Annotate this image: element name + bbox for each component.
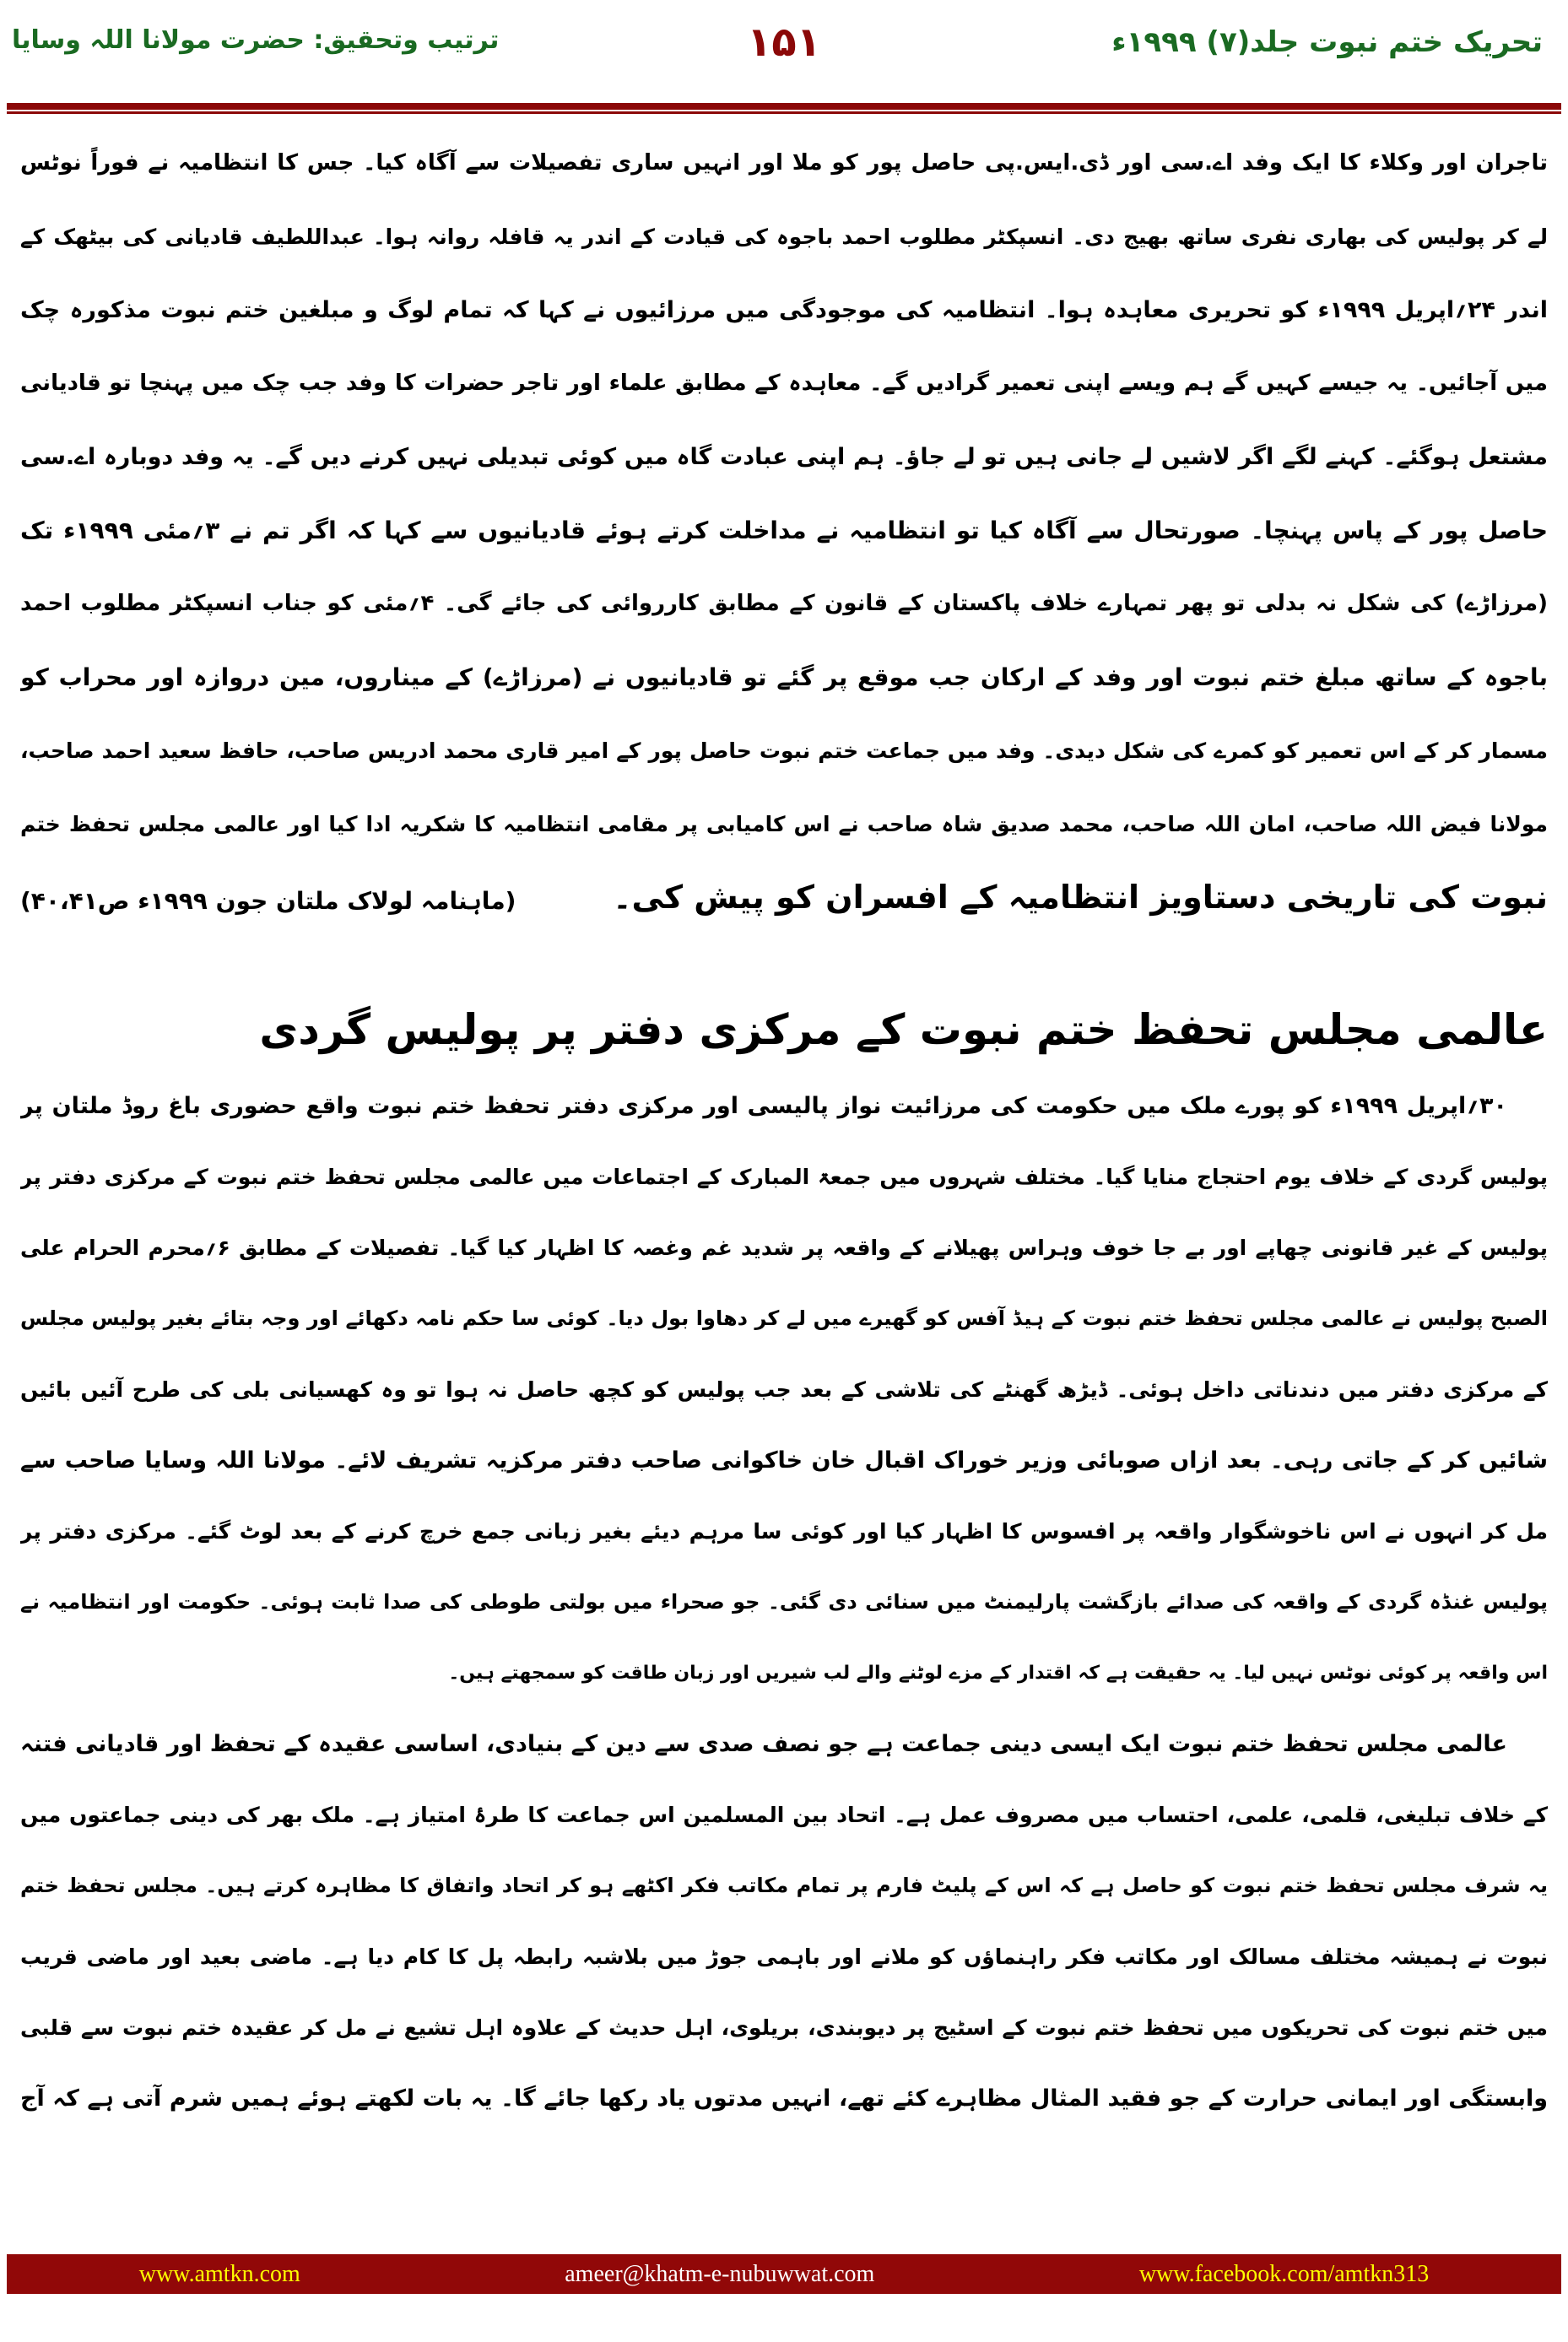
text-line: حاصل پور کے پاس پہنچا۔ صورتحال سے آگاہ کیا تو انتظامیہ نے مداخلت کرتے ہوئے قادیانیوں سے کہا کہ اگر تم نے ۳؍مئی ۱۹۹۹ء تک xyxy=(20,517,1548,544)
header-rule-thick xyxy=(7,103,1561,110)
text-line: پولیس کے غیر قانونی چھاپے اور بے جا خوف وہراس پھیلانے کے واقعہ پر شدید غم وغصہ کا اظہار کیا گیا۔ تفصیلات کے مطابق ۶؍محرم الحرام علی xyxy=(20,1236,1548,1260)
text-line: پولیس غنڈہ گردی کے واقعہ کی صدائے بازگشت پارلیمنٹ میں سنائی دی گئی۔ جو صحراء میں بولتی طوطی کی صدا ثابت ہوئی۔ حکومت اور انتظامیہ نے xyxy=(20,1590,1548,1614)
text-line: اس واقعہ پر کوئی نوٹس نہیں لیا۔ یہ حقیقت ہے کہ اقتدار کے مزے لوٹنے والے لب شیریں اور زبان طاقت کو سمجھتے ہیں۔ xyxy=(448,1663,1548,1684)
text-line: پولیس گردی کے خلاف یوم احتجاج منایا گیا۔ مختلف شہروں میں جمعۃ المبارک کے اجتماعات میں عالمی مجلس تحفظ ختم نبوت کے مرکزی دفتر پر xyxy=(20,1165,1548,1189)
text-line: نبوت نے ہمیشہ مختلف مسالک اور مکاتب فکر راہنماؤں کو ملانے اور باہمی جوڑ میں بلاشبہ رابطہ پل کا کام دیا ہے۔ ماضی بعید اور ماضی قریب xyxy=(20,1944,1548,1969)
compiler-credit: ترتیب وتحقیق: حضرت مولانا اللہ وسایا xyxy=(12,25,500,55)
text-line: مولانا فیض اللہ صاحب، امان اللہ صاحب، محمد صدیق شاہ صاحب نے اس کامیابی پر مقامی انتظامیہ کا شکریہ ادا کیا اور عالمی مجلس تحفظ ختم xyxy=(20,812,1548,836)
email-link[interactable]: ameer@khatm-e-nubuwwat.com xyxy=(565,2260,875,2287)
facebook-link[interactable]: www.facebook.com/amtkn313 xyxy=(1138,2260,1430,2287)
source-citation: (ماہنامہ لولاک ملتان جون ۱۹۹۹ء ص۴۰،۴۱) xyxy=(20,887,516,915)
text-line: میں آجائیں۔ یہ جیسے کہیں گے ہم ویسے اپنی تعمیر گرادیں گے۔ معاہدہ کے مطابق علماء اور تاجر حضرات کا وفد جب چک میں پہنچا تو قادیانی xyxy=(20,371,1548,396)
text-line: (مرزاڑے) کی شکل نہ بدلی تو پھر تمہارے خلاف پاکستان کے قانون کے مطابق کارروائی کی جائے گی۔ ۴؍مئی کو جناب انسپکٹر مطلوب احمد xyxy=(20,591,1548,616)
text-line: عالمی مجلس تحفظ ختم نبوت ایک ایسی دینی جماعت ہے جو نصف صدی سے دین کے بنیادی، اساسی عقیدہ کے تحفظ اور قادیانی فتنہ xyxy=(20,1731,1507,1757)
text-line: کے خلاف تبلیغی، قلمی، علمی، احتساب میں مصروف عمل ہے۔ اتحاد بین المسلمین اس جماعت کا طرۂ امتیاز ہے۔ ملک بھر کی دینی جماعتوں میں xyxy=(20,1803,1548,1827)
book-title: تحریک ختم نبوت جلد(۷) ۱۹۹۹ء xyxy=(1111,25,1543,59)
text-line: باجوہ کے ساتھ مبلغ ختم نبوت اور وفد کے ارکان جب موقع پر گئے تو قادیانیوں نے (مرزاڑے) کے میناروں، مین دروازہ اور محراب کو xyxy=(20,663,1548,691)
section-heading: عالمی مجلس تحفظ ختم نبوت کے مرکزی دفتر پر پولیس گردی xyxy=(259,1005,1548,1054)
text-line: شائیں کر کے جاتی رہی۔ بعد ازاں صوبائی وزیر خوراک اقبال خان خاکوانی صاحب دفتر مرکزیہ تشریف لائے۔ مولانا اللہ وسایا صاحب سے xyxy=(20,1447,1548,1474)
text-line: وابستگی اور ایمانی حرارت کے جو فقید المثال مظاہرے کئے تھے، انہیں مدتوں یاد رکھا جائے گا۔ یہ بات لکھتے ہوئے ہمیں شرم آتی ہے کہ آج xyxy=(20,2085,1548,2112)
text-line: مشتعل ہوگئے۔ کہنے لگے اگر لاشیں لے جانی ہیں تو لے جاؤ۔ ہم اپنی عبادت گاہ میں کوئی تبدیلی نہیں کرنے دیں گے۔ یہ وفد دوبارہ اے.سی xyxy=(20,444,1548,470)
text-line: لے کر پولیس کی بھاری نفری ساتھ بھیج دی۔ انسپکٹر مطلوب احمد باجوہ کی قیادت کے اندر یہ قافلہ روانہ ہوا۔ عبداللطیف قادیانی کی بیٹھک کے xyxy=(20,224,1548,249)
text-line: یہ شرف مجلس تحفظ ختم نبوت کو حاصل ہے کہ اس کے پلیٹ فارم پر تمام مکاتب فکر اکٹھے ہو کر اتحاد واتفاق کا مظاہرہ کرتے ہیں۔ مجلس تحفظ ختم xyxy=(20,1874,1548,1897)
text-line: تاجران اور وکلاء کا ایک وفد اے.سی اور ڈی.ایس.پی حاصل پور کو ملا اور انہیں ساری تفصیلات سے آگاہ کیا۔ جس کا انتظامیہ نے فوراً نوٹس xyxy=(20,150,1548,176)
page-footer xyxy=(7,2254,1561,2294)
page-number: ۱۵۱ xyxy=(747,19,821,66)
text-line: الصبح پولیس نے عالمی مجلس تحفظ ختم نبوت کے ہیڈ آفس کو گھیرے میں لے کر دھاوا بول دیا۔ کوئی سا حکم نامہ دکھائے اور وجہ بتائے بغیر پولیس مجلس xyxy=(20,1306,1548,1330)
text-line: ۳۰؍اپریل ۱۹۹۹ء کو پورے ملک میں حکومت کی مرزائیت نواز پالیسی اور مرکزی دفتر تحفظ ختم نبوت واقع حضوری باغ روڈ ملتان پر xyxy=(20,1093,1507,1119)
text-line: مسمار کر کے اس تعمیر کو کمرے کی شکل دیدی۔ وفد میں جماعت ختم نبوت حاصل پور کے امیر قاری محمد ادریس صاحب، حافظ سعید احمد صاحب، xyxy=(20,738,1548,763)
website-link[interactable]: www.amtkn.com xyxy=(138,2260,300,2287)
header-rule-thin xyxy=(7,111,1561,114)
text-line: میں ختم نبوت کی تحریکوں میں تحفظ ختم نبوت کے اسٹیج پر دیوبندی، بریلوی، اہل حدیث کے علاوہ اہل تشیع نے مل کر عقیدہ ختم نبوت سے قلبی xyxy=(20,2015,1548,2040)
text-line: اندر ۲۴؍اپریل ۱۹۹۹ء کو تحریری معاہدہ ہوا۔ انتظامیہ کی موجودگی میں مرزائیوں نے کہا کہ تمام لوگ و مبلغین ختم نبوت مذکورہ چک xyxy=(20,297,1548,323)
text-line: کے مرکزی دفتر میں دندناتی داخل ہوئی۔ ڈیڑھ گھنٹے کی تلاشی کے بعد جب پولیس کو کچھ حاصل نہ ہوا تو وہ کھسیانی بلی کی طرح آئیں بائیں xyxy=(20,1377,1548,1402)
text-line: مل کر انہوں نے اس ناخوشگوار واقعہ پر افسوس کا اظہار کیا اور کوئی سا مرہم دیئے بغیر زبانی جمع خرچ کرنے کے بعد لوٹ گئے۔ مرکزی دفتر پر xyxy=(20,1519,1548,1544)
text-line: نبوت کی تاریخی دستاویز انتظامیہ کے افسران کو پیش کی۔ xyxy=(613,879,1548,916)
